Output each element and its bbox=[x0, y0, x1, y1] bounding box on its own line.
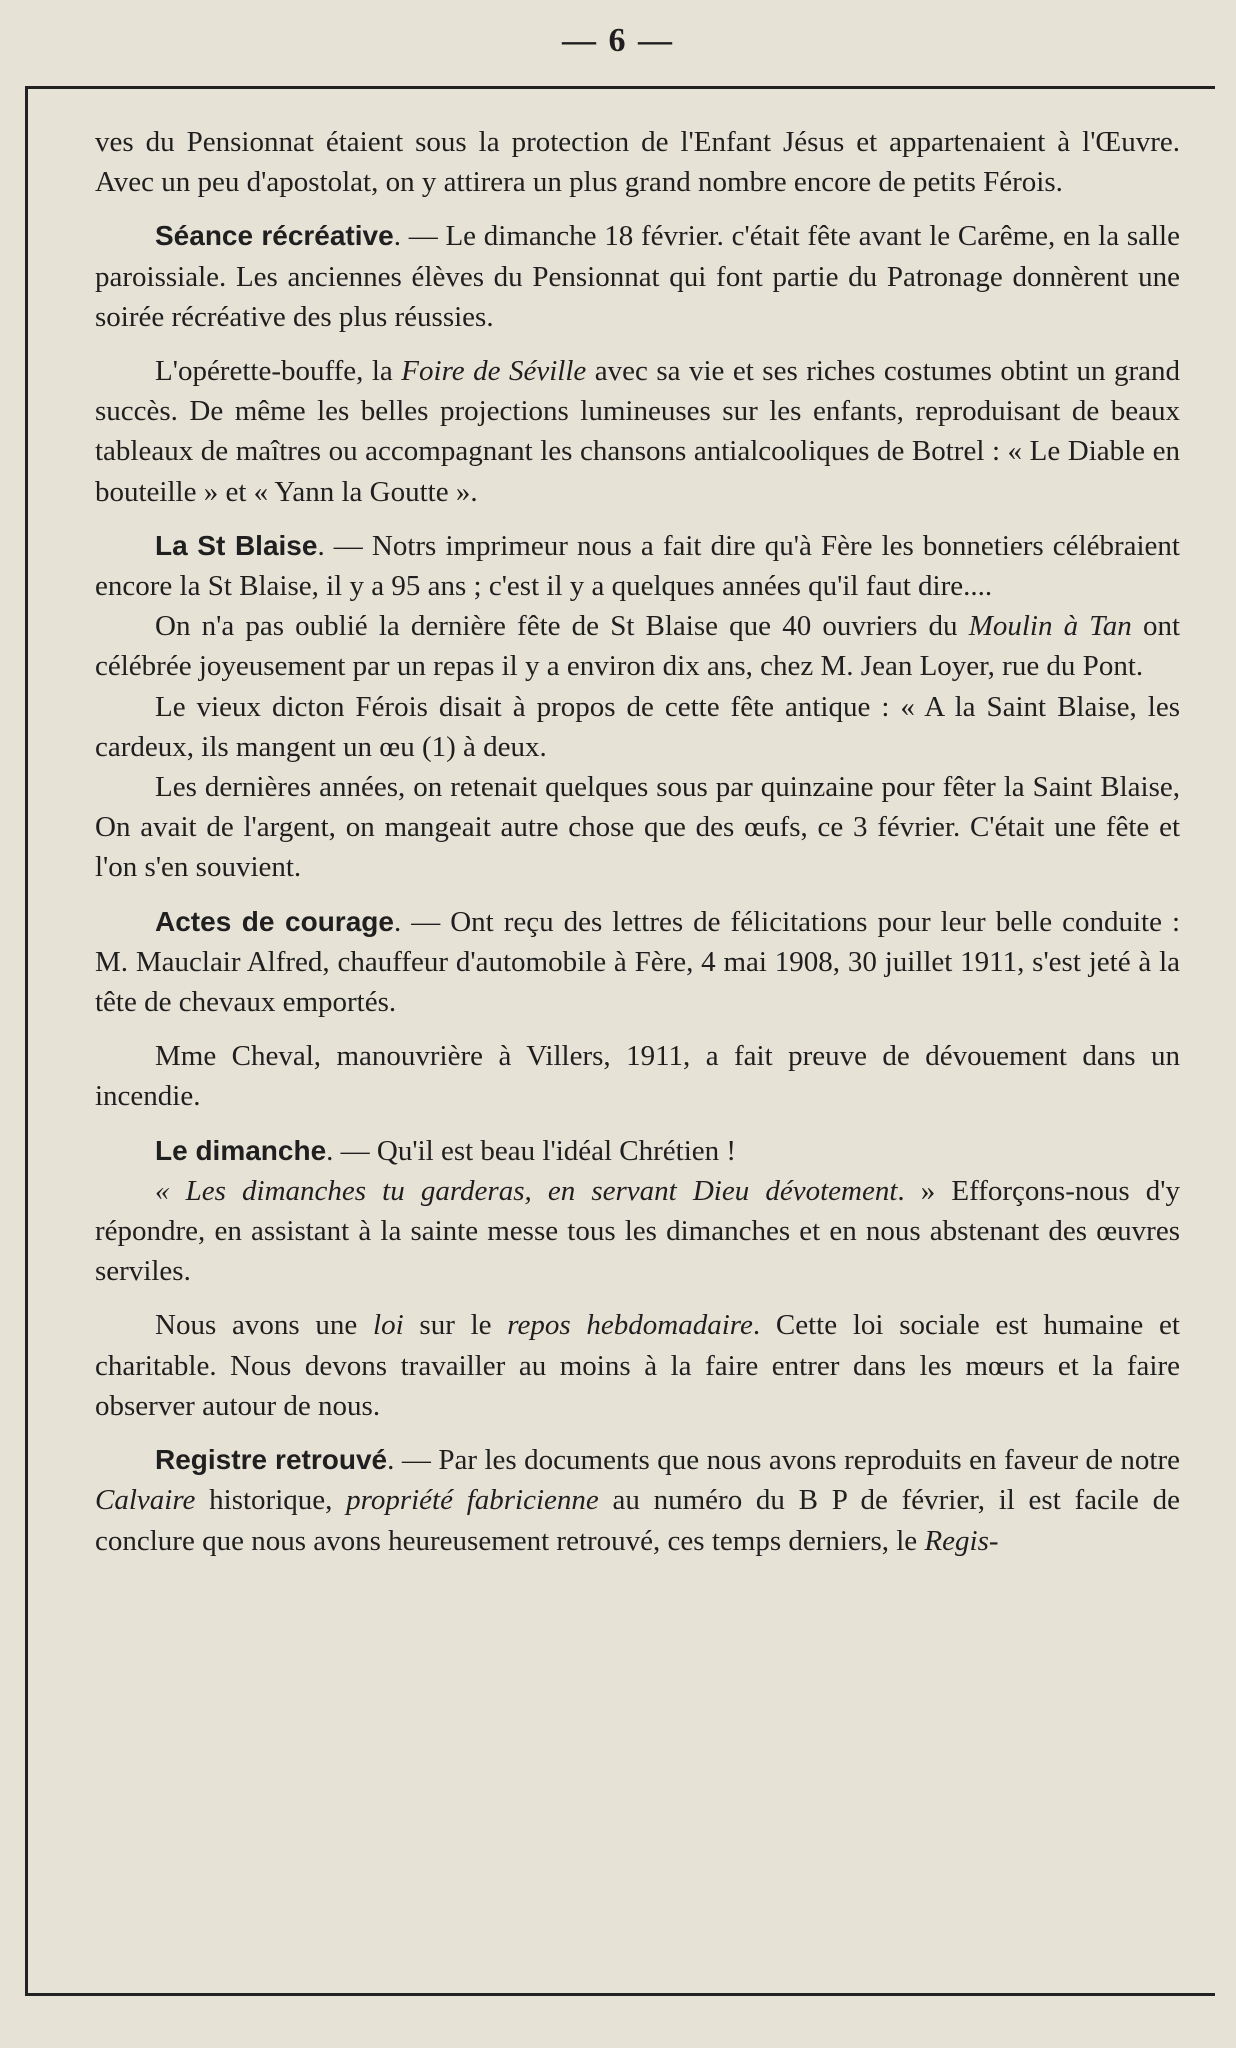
article-body bbox=[95, 122, 1180, 1561]
paragraph-dernieres-annees: Les dernières années, on retenait quelques sous par quinzaine pour fêter la Saint Blaise, On avait de l'argent, on mangeait autre chose que des œufs, ce 3 février. C'était une fête et l'on s'en souvient. bbox=[95, 771, 1180, 884]
paragraph-operette: L'opérette-bouffe, la Foire de Séville avec sa vie et ses riches costumes obtint un grand succès. De même les belles projections lumineuses sur les enfants, reproduisant de beaux tableaux de maîtres ou accompagnant les chansons antialcooliques de Botrel : « Le Diable en bouteille » et « Yann la Goutte ». bbox=[95, 355, 1180, 508]
section-heading: Séance récréative bbox=[155, 220, 394, 252]
section-heading: Actes de courage bbox=[155, 905, 394, 937]
paragraph-dimanche: Le dimanche. — Qu'il est beau l'idéal Chrétien ! bbox=[155, 1134, 737, 1167]
section-heading: Registre retrouvé bbox=[155, 1444, 388, 1476]
paragraph-seance-recreative: Séance récréative. — Le dimanche 18 février. c'était fête avant le Carême, en la salle paroissiale. Les anciennes élèves du Pensionnat qui font partie du Patronage donnèrent une soirée récréative des plus réussies. bbox=[95, 220, 1180, 333]
paragraph-fete-st-blaise: On n'a pas oublié la dernière fête de St Blaise que 40 ouvriers du Moulin à Tan ont célébrée joyeusement par un repas il y a environ dix ans, chez M. Jean Loyer, rue du Pont. bbox=[95, 610, 1180, 683]
section-heading: La St Blaise bbox=[155, 529, 318, 561]
paragraph-repos-hebdomadaire: Nous avons une loi sur le repos hebdomadaire. Cette loi sociale est humaine et charitable. Nous devons travailler au moins à la faire entrer dans les mœurs et la faire observer autour de nous. bbox=[95, 1309, 1180, 1422]
paragraph-continuation: ves du Pensionnat étaient sous la protection de l'Enfant Jésus et appartenaient à l'Œuvre. Avec un peu d'apostolat, on y attirera un plus grand nombre encore de petits Férois. bbox=[95, 126, 1180, 199]
paragraph-st-blaise: La St Blaise. — Notrs imprimeur nous a fait dire qu'à Fère les bonnetiers célébraient encore la St Blaise, il y a 95 ans ; c'est il y a quelques années qu'il faut dire.... bbox=[95, 529, 1180, 603]
section-heading: Le dimanche bbox=[155, 1134, 327, 1166]
paragraph-registre-retrouve: Registre retrouvé. — Par les documents que nous avons reproduits en faveur de notre Calvaire historique, propriété fabricienne au numéro du B P de février, il est facile de conclure que nous avons heureusement retrouvé, ces temps derniers, le Regis- bbox=[95, 1444, 1180, 1557]
paragraph-dicton: Le vieux dicton Férois disait à propos de cette fête antique : « A la Saint Blaise, les cardeux, ils mangent un œu (1) à deux. bbox=[95, 690, 1180, 763]
paragraph-actes-courage: Actes de courage. — Ont reçu des lettres de félicitations pour leur belle conduite : M. Mauclair Alfred, chauffeur d'automobile à Fère, 4 mai 1908, 30 juillet 1911, s'est jeté à la tête de chevaux emportés. bbox=[95, 905, 1181, 1019]
page-number: — 6 — bbox=[562, 22, 674, 59]
paragraph-mme-cheval: Mme Cheval, manouvrière à Villers, 1911, a fait preuve de dévouement dans un incendie. bbox=[95, 1040, 1180, 1113]
paragraph-dimanches-tu-garderas: « Les dimanches tu garderas, en servant Dieu dévotement. » Efforçons-nous d'y répondre, en assistant à la sainte messe tous les dimanches et en nous abstenant des œuvres serviles. bbox=[95, 1174, 1180, 1288]
